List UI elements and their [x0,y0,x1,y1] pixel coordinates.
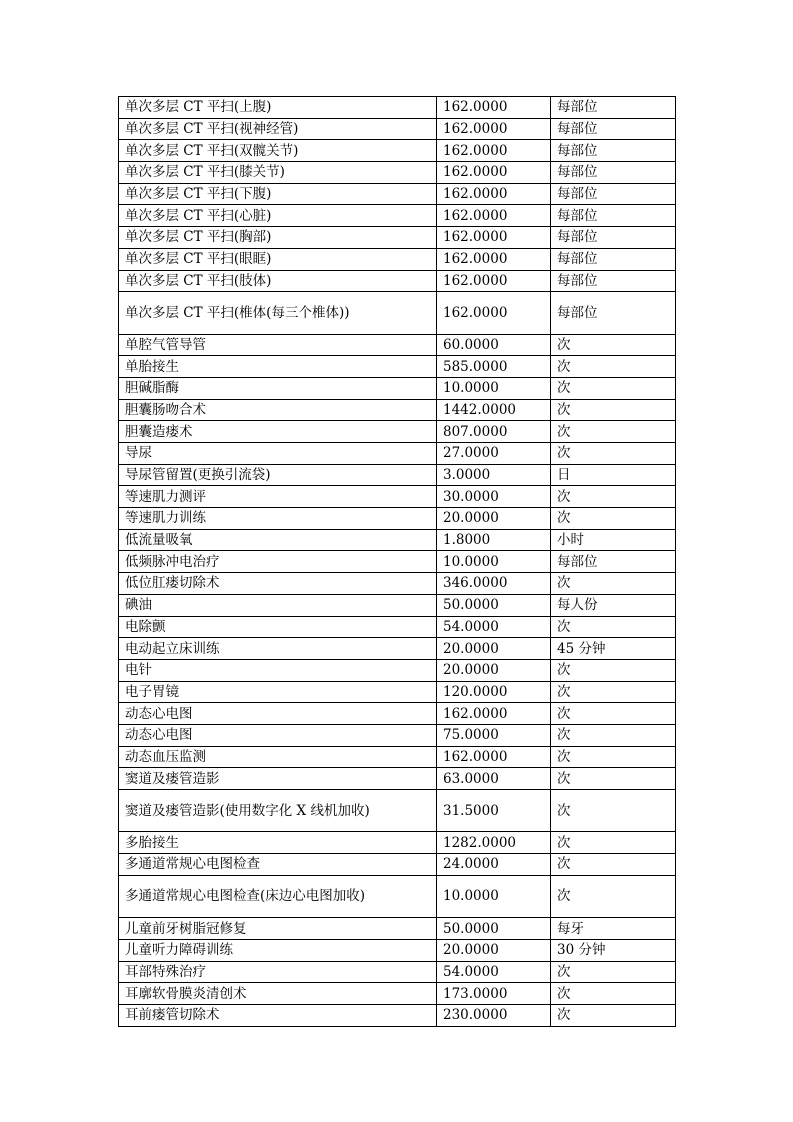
unit-cell: 次 [551,356,676,378]
table-row [119,616,676,638]
item-name-cell: 电针 [119,659,437,681]
price-cell: 50.0000 [437,918,551,940]
table-row [119,486,676,508]
unit-cell: 每部位 [551,248,676,270]
item-name-cell: 电除颤 [119,616,437,638]
fee-table [118,96,676,1027]
item-name-cell: 儿童前牙树脂冠修复 [119,918,437,940]
item-name-cell: 电子胃镜 [119,681,437,703]
price-cell: 173.0000 [437,983,551,1005]
price-cell: 162.0000 [437,205,551,227]
price-cell: 24.0000 [437,854,551,876]
unit-cell: 每部位 [551,140,676,162]
table-row [119,205,676,227]
item-name-cell: 儿童听力障碍训练 [119,939,437,961]
item-name-cell: 耳廓软骨膜炎清创术 [119,983,437,1005]
unit-cell: 次 [551,508,676,530]
item-name-cell: 动态心电图 [119,724,437,746]
unit-cell: 每部位 [551,227,676,249]
price-cell: 3.0000 [437,464,551,486]
unit-cell: 每部位 [551,97,676,119]
item-name-cell: 碘油 [119,594,437,616]
item-name-cell: 动态心电图 [119,703,437,725]
item-name-cell: 低位肛瘘切除术 [119,573,437,595]
table-row [119,875,676,917]
price-cell: 10.0000 [437,875,551,917]
unit-cell: 次 [551,983,676,1005]
unit-cell: 次 [551,616,676,638]
item-name-cell: 胆囊造瘘术 [119,421,437,443]
table-row [119,551,676,573]
item-name-cell: 胆囊肠吻合术 [119,399,437,421]
item-name-cell: 单次多层 CT 平扫(肢体) [119,270,437,292]
unit-cell: 每牙 [551,918,676,940]
item-name-cell: 耳前瘘管切除术 [119,1004,437,1026]
unit-cell: 次 [551,875,676,917]
table-row [119,790,676,832]
table-row [119,1004,676,1026]
item-name-cell: 单次多层 CT 平扫(双髋关节) [119,140,437,162]
item-name-cell: 耳部特殊治疗 [119,961,437,983]
unit-cell: 次 [551,790,676,832]
table-row [119,97,676,119]
unit-cell: 次 [551,421,676,443]
unit-cell: 次 [551,681,676,703]
price-cell: 162.0000 [437,227,551,249]
table-row [119,703,676,725]
table-row [119,832,676,854]
unit-cell: 每部位 [551,270,676,292]
unit-cell: 30 分钟 [551,939,676,961]
table-row [119,227,676,249]
unit-cell: 45 分钟 [551,638,676,660]
item-name-cell: 单次多层 CT 平扫(心脏) [119,205,437,227]
price-cell: 346.0000 [437,573,551,595]
price-cell: 10.0000 [437,551,551,573]
table-row [119,681,676,703]
item-name-cell: 多胎接生 [119,832,437,854]
unit-cell: 次 [551,334,676,356]
document-page [118,96,675,1027]
unit-cell: 次 [551,768,676,790]
item-name-cell: 低流量吸氧 [119,529,437,551]
unit-cell: 次 [551,746,676,768]
item-name-cell: 窦道及瘘管造影 [119,768,437,790]
item-name-cell: 导尿 [119,443,437,465]
price-cell: 20.0000 [437,939,551,961]
item-name-cell: 多通道常规心电图检查 [119,854,437,876]
unit-cell: 每部位 [551,162,676,184]
item-name-cell: 等速肌力测评 [119,486,437,508]
unit-cell: 每部位 [551,183,676,205]
unit-cell: 次 [551,832,676,854]
table-row [119,399,676,421]
table-row [119,768,676,790]
price-cell: 10.0000 [437,377,551,399]
unit-cell: 每部位 [551,292,676,334]
unit-cell: 次 [551,399,676,421]
price-cell: 230.0000 [437,1004,551,1026]
table-row [119,746,676,768]
table-row [119,724,676,746]
price-cell: 75.0000 [437,724,551,746]
item-name-cell: 多通道常规心电图检查(床边心电图加收) [119,875,437,917]
price-cell: 60.0000 [437,334,551,356]
table-row [119,961,676,983]
table-row [119,638,676,660]
item-name-cell: 电动起立床训练 [119,638,437,660]
unit-cell: 每部位 [551,118,676,140]
item-name-cell: 动态血压监测 [119,746,437,768]
item-name-cell: 单次多层 CT 平扫(膝关节) [119,162,437,184]
table-row [119,508,676,530]
table-row [119,939,676,961]
unit-cell: 次 [551,961,676,983]
unit-cell: 每部位 [551,551,676,573]
price-cell: 63.0000 [437,768,551,790]
unit-cell: 日 [551,464,676,486]
item-name-cell: 单次多层 CT 平扫(下腹) [119,183,437,205]
price-cell: 30.0000 [437,486,551,508]
unit-cell: 次 [551,659,676,681]
table-row [119,356,676,378]
unit-cell: 次 [551,443,676,465]
item-name-cell: 胆碱脂酶 [119,377,437,399]
table-row [119,162,676,184]
unit-cell: 次 [551,377,676,399]
price-cell: 162.0000 [437,703,551,725]
unit-cell: 小时 [551,529,676,551]
item-name-cell: 单次多层 CT 平扫(眼眶) [119,248,437,270]
price-cell: 20.0000 [437,659,551,681]
price-cell: 50.0000 [437,594,551,616]
price-cell: 162.0000 [437,746,551,768]
table-row [119,248,676,270]
table-row [119,659,676,681]
price-cell: 1442.0000 [437,399,551,421]
unit-cell: 次 [551,854,676,876]
price-cell: 1282.0000 [437,832,551,854]
table-row [119,292,676,334]
price-cell: 162.0000 [437,248,551,270]
item-name-cell: 单胎接生 [119,356,437,378]
table-row [119,421,676,443]
price-cell: 54.0000 [437,616,551,638]
unit-cell: 每人份 [551,594,676,616]
price-cell: 27.0000 [437,443,551,465]
item-name-cell: 低频脉冲电治疗 [119,551,437,573]
item-name-cell: 单次多层 CT 平扫(胸部) [119,227,437,249]
unit-cell: 次 [551,573,676,595]
price-cell: 162.0000 [437,118,551,140]
price-cell: 31.5000 [437,790,551,832]
table-row [119,529,676,551]
item-name-cell: 单腔气管导管 [119,334,437,356]
price-cell: 120.0000 [437,681,551,703]
table-row [119,918,676,940]
fee-table-body [119,97,676,1027]
table-row [119,854,676,876]
table-row [119,140,676,162]
table-row [119,270,676,292]
price-cell: 162.0000 [437,270,551,292]
table-row [119,183,676,205]
table-row [119,464,676,486]
table-row [119,334,676,356]
item-name-cell: 等速肌力训练 [119,508,437,530]
price-cell: 1.8000 [437,529,551,551]
item-name-cell: 单次多层 CT 平扫(视神经管) [119,118,437,140]
unit-cell: 每部位 [551,205,676,227]
unit-cell: 次 [551,703,676,725]
item-name-cell: 导尿管留置(更换引流袋) [119,464,437,486]
table-row [119,573,676,595]
price-cell: 162.0000 [437,97,551,119]
table-row [119,118,676,140]
item-name-cell: 单次多层 CT 平扫(椎体(每三个椎体)) [119,292,437,334]
price-cell: 162.0000 [437,292,551,334]
price-cell: 20.0000 [437,508,551,530]
price-cell: 162.0000 [437,162,551,184]
price-cell: 162.0000 [437,140,551,162]
unit-cell: 次 [551,1004,676,1026]
table-row [119,377,676,399]
price-cell: 807.0000 [437,421,551,443]
table-row [119,983,676,1005]
price-cell: 162.0000 [437,183,551,205]
item-name-cell: 单次多层 CT 平扫(上腹) [119,97,437,119]
price-cell: 54.0000 [437,961,551,983]
table-row [119,594,676,616]
unit-cell: 次 [551,724,676,746]
table-row [119,443,676,465]
unit-cell: 次 [551,486,676,508]
price-cell: 585.0000 [437,356,551,378]
item-name-cell: 窦道及瘘管造影(使用数字化 X 线机加收) [119,790,437,832]
price-cell: 20.0000 [437,638,551,660]
